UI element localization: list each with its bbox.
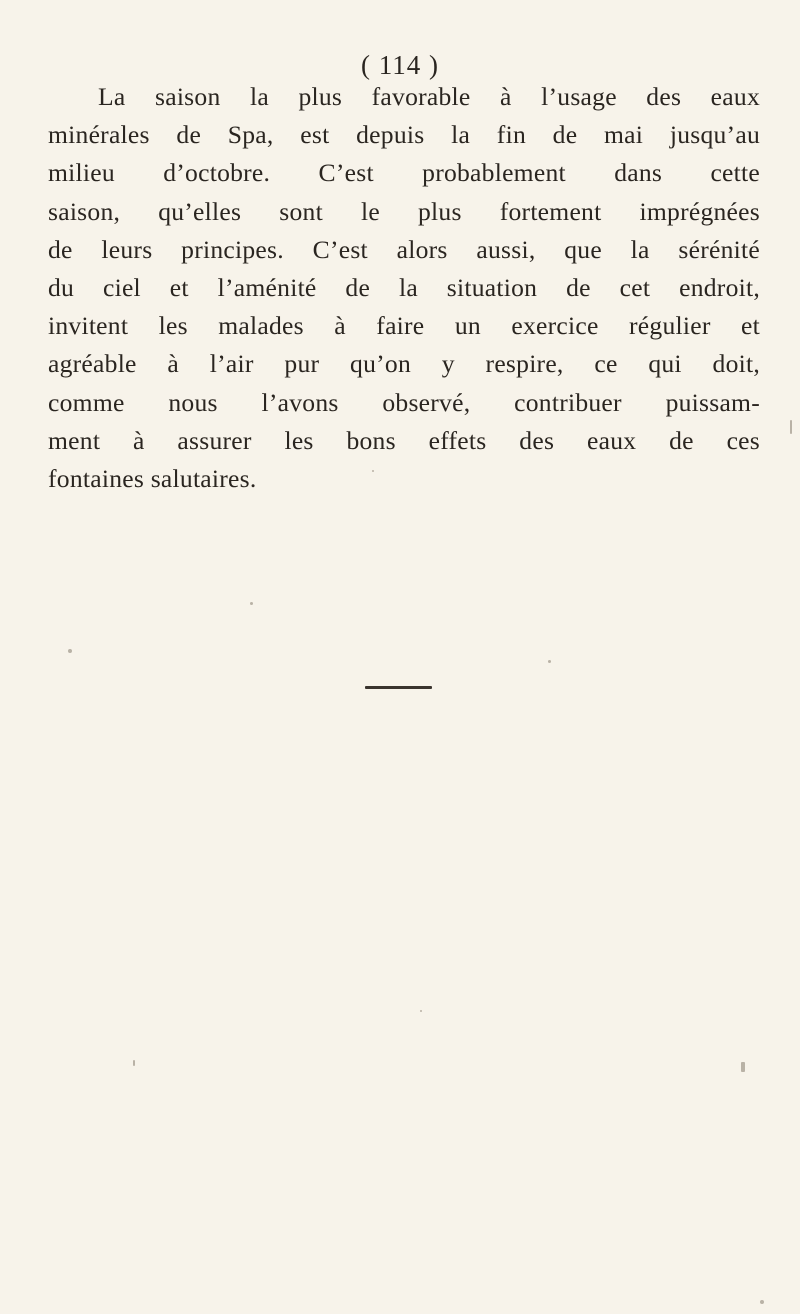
text-line: milieu d’octobre. C’est probablement dans cette bbox=[48, 158, 760, 188]
paper-speck bbox=[420, 1010, 422, 1012]
text-line: agréable à l’air pur qu’on y respire, ce qui doit, bbox=[48, 349, 760, 379]
paper-speck bbox=[548, 660, 551, 663]
page-number: ( 114 ) bbox=[361, 50, 439, 80]
text-line: comme nous l’avons observé, contribuer puissam- bbox=[48, 387, 760, 417]
paper-speck bbox=[372, 470, 374, 472]
paper-speck bbox=[68, 649, 72, 653]
paper-speck bbox=[133, 1060, 135, 1066]
paragraph bbox=[48, 78, 760, 498]
text-line: de leurs principes. C’est alors aussi, que la sérénité bbox=[48, 234, 760, 264]
text-line: saison, qu’elles sont le plus fortement imprégnées bbox=[48, 196, 760, 226]
text-line: fontaines salutaires. bbox=[48, 464, 257, 494]
paper-speck bbox=[741, 1062, 745, 1072]
text-line: invitent les malades à faire un exercice régulier et bbox=[48, 311, 760, 341]
text-line: du ciel et l’aménité de la situation de cet endroit, bbox=[48, 273, 760, 303]
paper-speck bbox=[760, 1300, 764, 1304]
text-line: ment à assurer les bons effets des eaux de ces bbox=[48, 425, 760, 455]
section-divider bbox=[365, 686, 432, 689]
text-line: La saison la plus favorable à l’usage des eaux bbox=[98, 82, 760, 111]
text-line: minérales de Spa, est depuis la fin de mai jusqu’au bbox=[48, 120, 760, 150]
paper-speck bbox=[250, 602, 253, 605]
paper-speck bbox=[790, 420, 792, 434]
